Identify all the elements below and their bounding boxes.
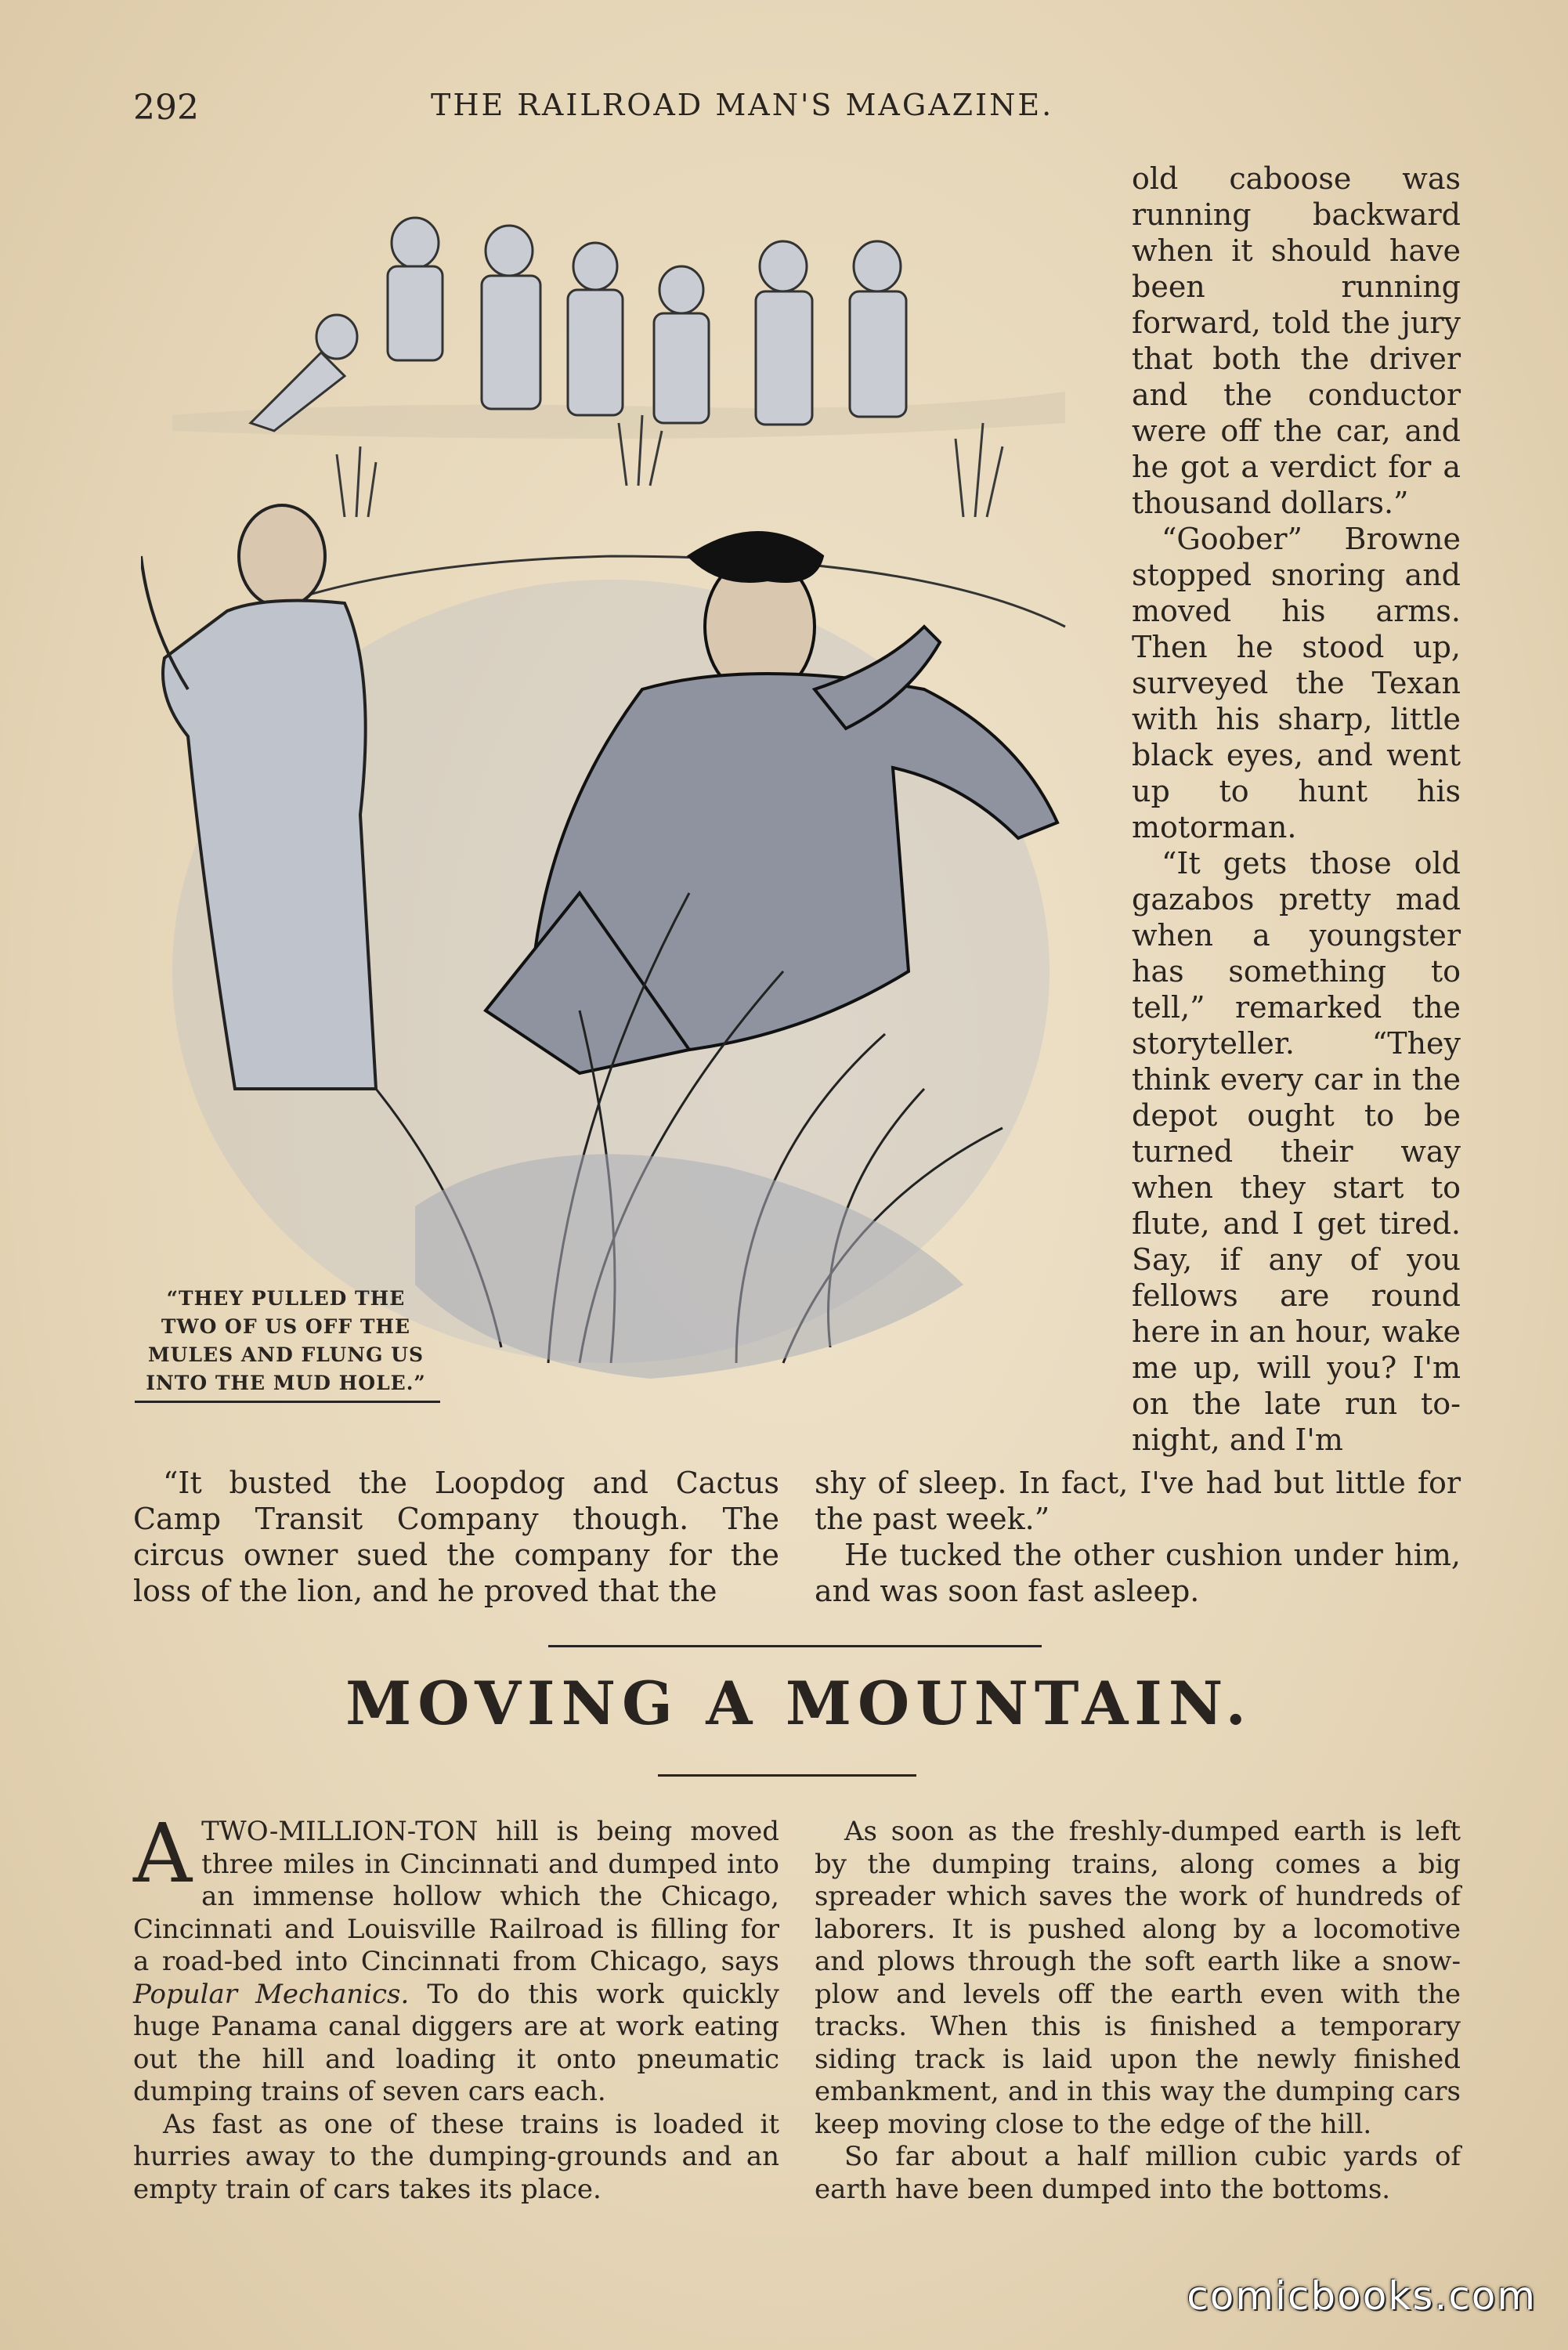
section-divider — [548, 1645, 1042, 1647]
caption-line: MULES AND FLUNG US — [147, 1343, 425, 1366]
site-watermark: comicbooks.com — [1187, 2273, 1537, 2319]
article-paragraph — [133, 1806, 779, 2109]
story-right-column — [1132, 161, 1461, 1458]
story-right-bottom — [815, 1465, 1461, 1609]
page-number: 292 — [133, 88, 199, 128]
story-paragraph: old caboose was running backward when it should have been running forward, told the jury that both the driver and the conductor were off the car, and he got a verdict for a thousand dollars.” — [1132, 161, 1461, 520]
article-paragraph: As fast as one of these trains is loaded it hurries away to the dumping-grounds and an empty train of cars takes its place. — [133, 2108, 779, 2205]
article-right-column — [815, 1816, 1461, 2206]
article-left-column — [133, 1806, 779, 2206]
caption-underline — [135, 1401, 440, 1403]
running-head: THE RAILROAD MAN'S MAGAZINE. — [431, 88, 1054, 122]
article-paragraph: So far about a half million cubic yards of earth have been dumped into the bottoms. — [815, 2141, 1461, 2205]
story-illustration — [141, 188, 1112, 1410]
article-text: To do this work quickly huge Panama canal diggers are at work eating out the hill and loading it onto pneumatic dumping trains of seven cars each. — [133, 1978, 779, 2107]
story-paragraph: shy of sleep. In fact, I've had but little for the past week.” — [815, 1466, 1461, 1536]
caption-line: INTO THE MUD HOLE.” — [146, 1372, 426, 1394]
story-paragraph: “It gets those old gazabos pretty mad when a youngster has something to tell,” remarked the storyteller. “They think every car in the depot ought to be turned their way when they start to flute, and I get tired. Say, if any of you fellows are round here in an hour, wake me up, will you? I'm on the late run to-night, and I'm — [1132, 846, 1461, 1457]
story-paragraph: “Goober” Browne stopped snoring and moved his arms. Then he stood up, surveyed the Texan with his sharp, little black eyes, and went up to hunt his motorman. — [1132, 522, 1461, 844]
story-paragraph: He tucked the other cushion under him, and was soon fast asleep. — [815, 1538, 1461, 1608]
story-left-bottom — [133, 1465, 779, 1609]
drop-cap: A — [133, 1806, 193, 1901]
source-publication: Popular Mechanics. — [133, 1978, 410, 2010]
caption-line: TWO OF US OFF THE — [161, 1315, 411, 1338]
title-rule — [658, 1774, 916, 1777]
article-text: TWO-MILLION-TON hill is being moved three miles in Cincinnati and dumped into an immense hollow which the Chicago, Cincinnati and Louisville Railroad is filling for a road-bed into Cincinnati from Chicago, says — [133, 1816, 779, 1977]
page-header — [133, 88, 1465, 143]
illustration-caption — [133, 1285, 439, 1397]
article-title: MOVING A MOUNTAIN. — [345, 1668, 1252, 1738]
article-paragraph: As soon as the freshly-dumped earth is left by the dumping trains, along comes a big spreader which saves the work of hundreds of laborers. It is pushed along by a locomotive and plows through the soft earth like a snow-plow and levels off the earth even with the tracks. When this is finished a temporary siding track is laid upon the newly finished embankment, and in this way the dumping cars keep moving close to the edge of the hill. — [815, 1816, 1461, 2140]
story-paragraph: “It busted the Loopdog and Cactus Camp Transit Company though. The circus owner sued the company for the loss of the lion, and he proved that the — [133, 1466, 779, 1608]
caption-line: “THEY PULLED THE — [166, 1287, 406, 1310]
